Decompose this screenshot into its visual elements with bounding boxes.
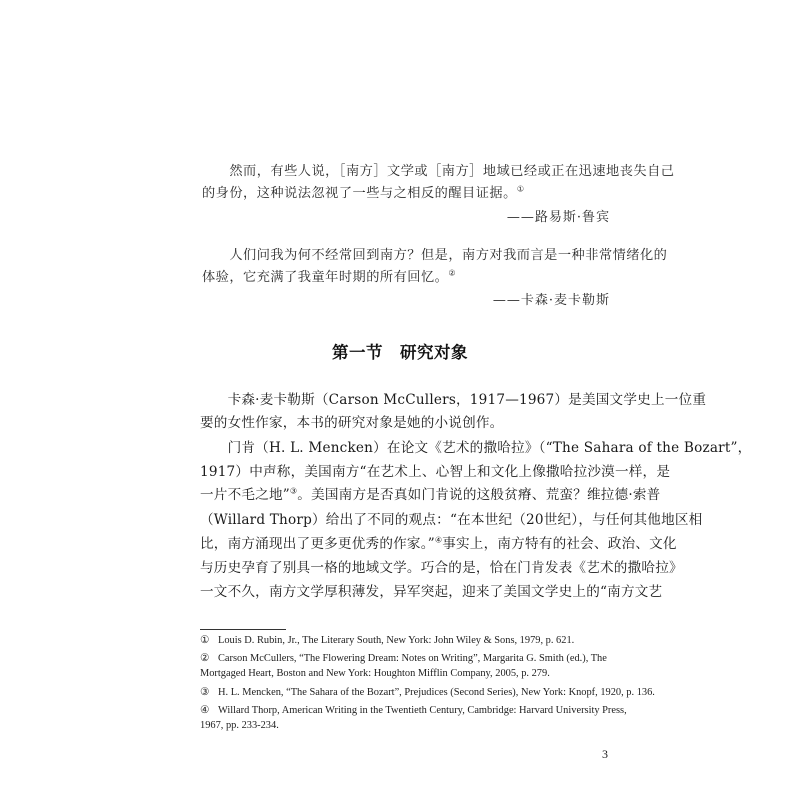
footnote-4-continued [200, 720, 279, 731]
epigraph-1-line-2: 的身份，这种说法忽视了一些与之相反的醒目证据。① [202, 184, 525, 201]
body-line-6: （Willard Thorp）给出了不同的观点：“在本世纪（20世纪），与任何其他地区相 [200, 512, 703, 528]
footnote-4-text-continued: 1967, pp. 233-234. [200, 720, 279, 731]
epigraph-1-line-1: 然而，有些人说，［南方］文学或［南方］地域已经或正在迅速地丧失自己 [202, 164, 675, 179]
body-line-3: 门肯（H. L. Mencken）在论文《艺术的撒哈拉》（“The Sahara of the Bozart”， [200, 440, 752, 456]
section-title: 第一节 研究对象 [332, 343, 468, 362]
footnote-ref-1: ① [516, 184, 525, 194]
footnote-1-text: Louis D. Rubin, Jr., The Literary South, New York: John Wiley & Sons, 1979, p. 621. [218, 635, 575, 646]
epigraph-1-attribution: ——路易斯·鲁宾 [506, 210, 610, 225]
body-line-9: 一文不久，南方文学厚积薄发，异军突起，迎来了美国文学史上的“南方文艺 [200, 584, 663, 600]
body-line-1: 卡森·麦卡勒斯（Carson McCullers，1917—1967）是美国文学史上一位重 [200, 392, 707, 408]
page-number: 3 [602, 747, 608, 761]
footnote-1-number: ① [200, 635, 210, 646]
footnote-ref-2: ② [448, 268, 457, 278]
footnote-3 [200, 686, 655, 698]
footnote-ref-4: ④ [434, 535, 443, 545]
footnote-2 [200, 652, 607, 664]
body-line-8: 与历史孕育了别具一格的地域文学。巧合的是，恰在门肯发表《艺术的撒哈拉》 [200, 560, 683, 576]
footnote-3-number: ③ [200, 687, 210, 698]
footnote-4-text: Willard Thorp, American Writing in the Twentieth Century, Cambridge: Harvard University Press, [218, 705, 627, 716]
epigraph-2-attribution: ——卡森·麦卡勒斯 [492, 293, 610, 308]
footnote-3-text: H. L. Mencken, “The Sahara of the Bozart”, Prejudices (Second Series), New York: Knopf, 1920, p. 136. [218, 687, 655, 698]
body-line-2: 要的女性作家，本书的研究对象是她的小说创作。 [200, 415, 504, 431]
epigraph-2-line-2: 体验，它充满了我童年时期的所有回忆。② [202, 268, 457, 285]
footnote-4 [200, 704, 627, 716]
body-line-4: 1917）中声称，美国南方“在艺术上、心智上和文化上像撒哈拉沙漠一样，是 [200, 464, 671, 480]
footnote-divider [200, 629, 286, 630]
footnote-2-text-continued: Mortgaged Heart, Boston and New York: Houghton Mifflin Company, 2005, p. 279. [200, 668, 550, 679]
body-line-7: 比，南方涌现出了更多更优秀的作家。”④事实上，南方特有的社会、政治、文化 [200, 535, 677, 552]
footnote-4-number: ④ [200, 705, 210, 716]
footnote-1 [200, 634, 574, 646]
footnote-ref-3: ③ [289, 486, 298, 496]
footnote-2-text: Carson McCullers, “The Flowering Dream: Notes on Writing”, Margarita G. Smith (ed.), The [218, 653, 607, 664]
footnote-2-number: ② [200, 653, 210, 664]
epigraph-2-line-1: 人们问我为何不经常回到南方？但是，南方对我而言是一种非常情绪化的 [202, 248, 668, 263]
body-line-5: 一片不毛之地”③。美国南方是否真如门肯说的这般贫瘠、荒蛮？维拉德·索普 [200, 486, 661, 503]
footnote-2-continued [200, 668, 550, 679]
